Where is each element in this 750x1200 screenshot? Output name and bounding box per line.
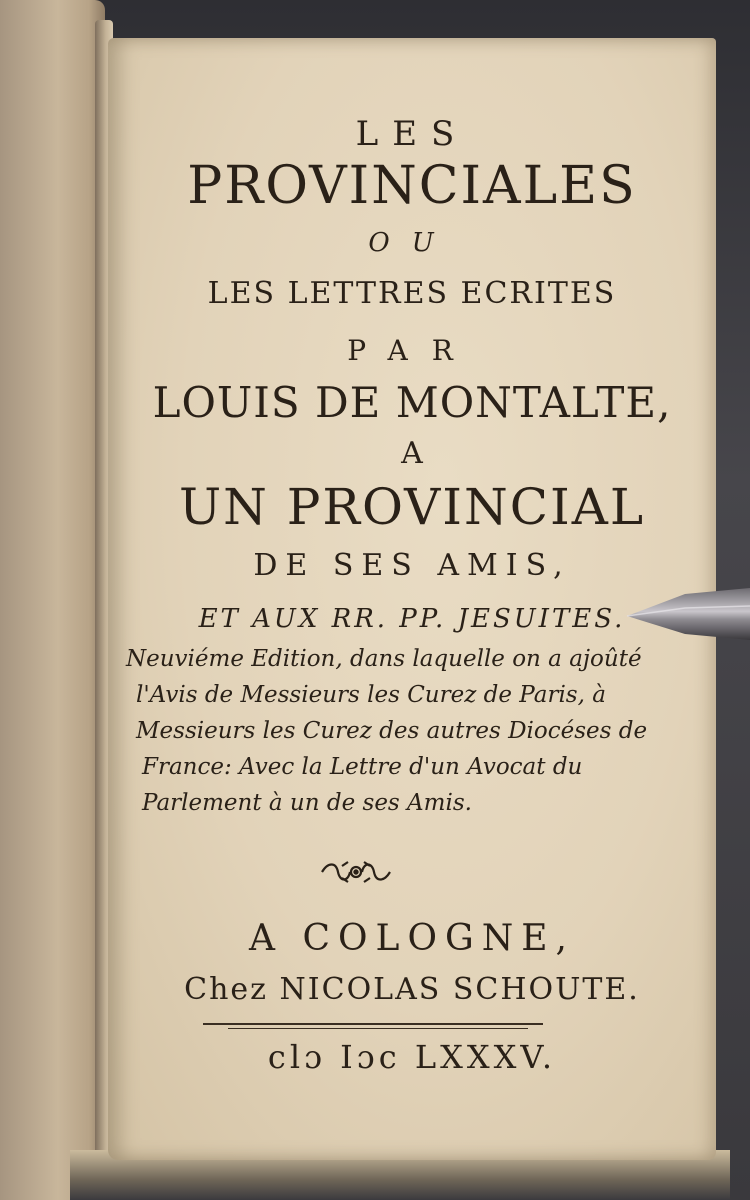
edition-line: l'Avis de Messieurs les Curez de Paris, à xyxy=(136,682,606,708)
divider-rule xyxy=(203,1023,543,1025)
title-un-provincial: UN PROVINCIAL xyxy=(178,478,646,536)
title-ou: OU xyxy=(368,228,456,258)
edition-line: Neuviéme Edition, dans laquelle on a ajoûté xyxy=(126,646,642,672)
divider-rule xyxy=(228,1028,528,1029)
title-provinciales: PROVINCIALES xyxy=(187,156,637,216)
bookmark-pointer-icon xyxy=(625,586,750,642)
imprint-date: clɔ Iɔc LXXXV. xyxy=(267,1038,557,1076)
printer-ornament-icon xyxy=(318,858,394,886)
edition-line: Parlement à un de ses Amis. xyxy=(142,790,472,816)
title-lettres: LES LETTRES ECRITES xyxy=(207,276,617,311)
title-de-ses-amis: DE SES AMIS, xyxy=(253,548,571,583)
edition-line: Messieurs les Curez des autres Diocéses de xyxy=(136,718,648,744)
author-name: LOUIS DE MONTALTE, xyxy=(152,378,672,427)
title-les: LES xyxy=(355,114,469,154)
title-par: PAR xyxy=(347,334,477,367)
imprint-place: A COLOGNE, xyxy=(249,918,575,959)
title-a: A xyxy=(401,436,423,471)
book-cover xyxy=(0,0,105,1200)
title-jesuites: ET AUX RR. PP. JESUITES. xyxy=(198,604,626,634)
imprint-printer: Chez NICOLAS SCHOUTE. xyxy=(184,972,640,1007)
edition-line: France: Avec la Lettre d'un Avocat du xyxy=(142,754,583,780)
